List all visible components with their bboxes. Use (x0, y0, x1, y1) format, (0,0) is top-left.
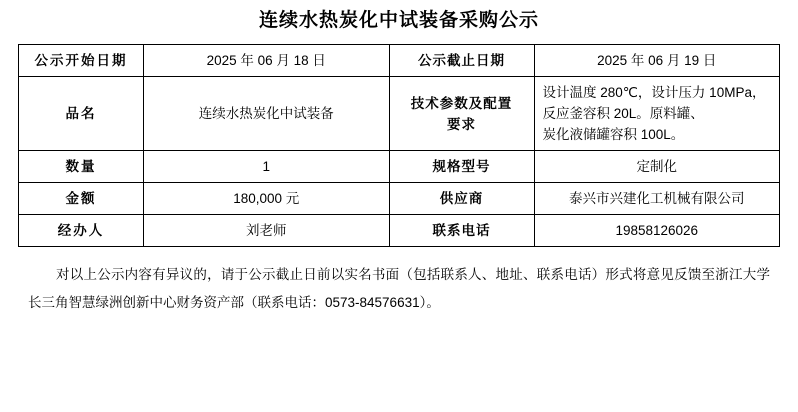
cell-label-handler: 经办人 (19, 215, 144, 247)
cell-value-handler: 刘老师 (144, 215, 390, 247)
page-title: 连续水热炭化中试装备采购公示 (258, 10, 539, 31)
table-row (19, 77, 780, 151)
cell-label-end-date: 公示截止日期 (389, 45, 534, 77)
footer-note: 对以上公示内容有异议的，请于公示截止日前以实名书面（包括联系人、地址、联系电话）形式将意见反馈至浙江大学长三角智慧绿洲创新中心财务资产部（联系电话：0573-84576631）。 (28, 267, 770, 310)
cell-label-technical-spec (389, 77, 534, 151)
cell-value-technical-spec (534, 77, 780, 151)
cell-label-start-date: 公示开始日期 (19, 45, 144, 77)
technical-spec-label-line-2: 要求 (447, 116, 476, 132)
technical-spec-line-1: 设计温度 280℃，设计压力 10MPa，反应釜容积 20L。原料罐、 (542, 85, 766, 121)
cell-label-model: 规格型号 (389, 151, 534, 183)
cell-label-contact-phone: 联系电话 (389, 215, 534, 247)
cell-value-supplier: 泰兴市兴建化工机械有限公司 (534, 183, 780, 215)
cell-value-quantity: 1 (144, 151, 390, 183)
notice-table (18, 44, 780, 247)
table-row (19, 45, 780, 77)
table-row (19, 151, 780, 183)
table-row (19, 183, 780, 215)
cell-label-amount: 金额 (19, 183, 144, 215)
cell-value-model: 定制化 (534, 151, 780, 183)
cell-value-start-date: 2025 年 06 月 18 日 (144, 45, 390, 77)
cell-value-contact-phone: 19858126026 (534, 215, 780, 247)
cell-value-product-name: 连续水热炭化中试装备 (144, 77, 390, 151)
cell-value-amount: 180,000 元 (144, 183, 390, 215)
table-body (19, 45, 780, 247)
cell-label-supplier: 供应商 (389, 183, 534, 215)
table-row (19, 215, 780, 247)
cell-label-product-name: 品名 (19, 77, 144, 151)
cell-value-end-date: 2025 年 06 月 19 日 (534, 45, 780, 77)
cell-label-quantity: 数量 (19, 151, 144, 183)
document-page (0, 8, 798, 412)
technical-spec-label-line-1: 技术参数及配置 (410, 95, 513, 111)
technical-spec-line-2: 炭化液储罐容积 100L。 (542, 127, 685, 142)
